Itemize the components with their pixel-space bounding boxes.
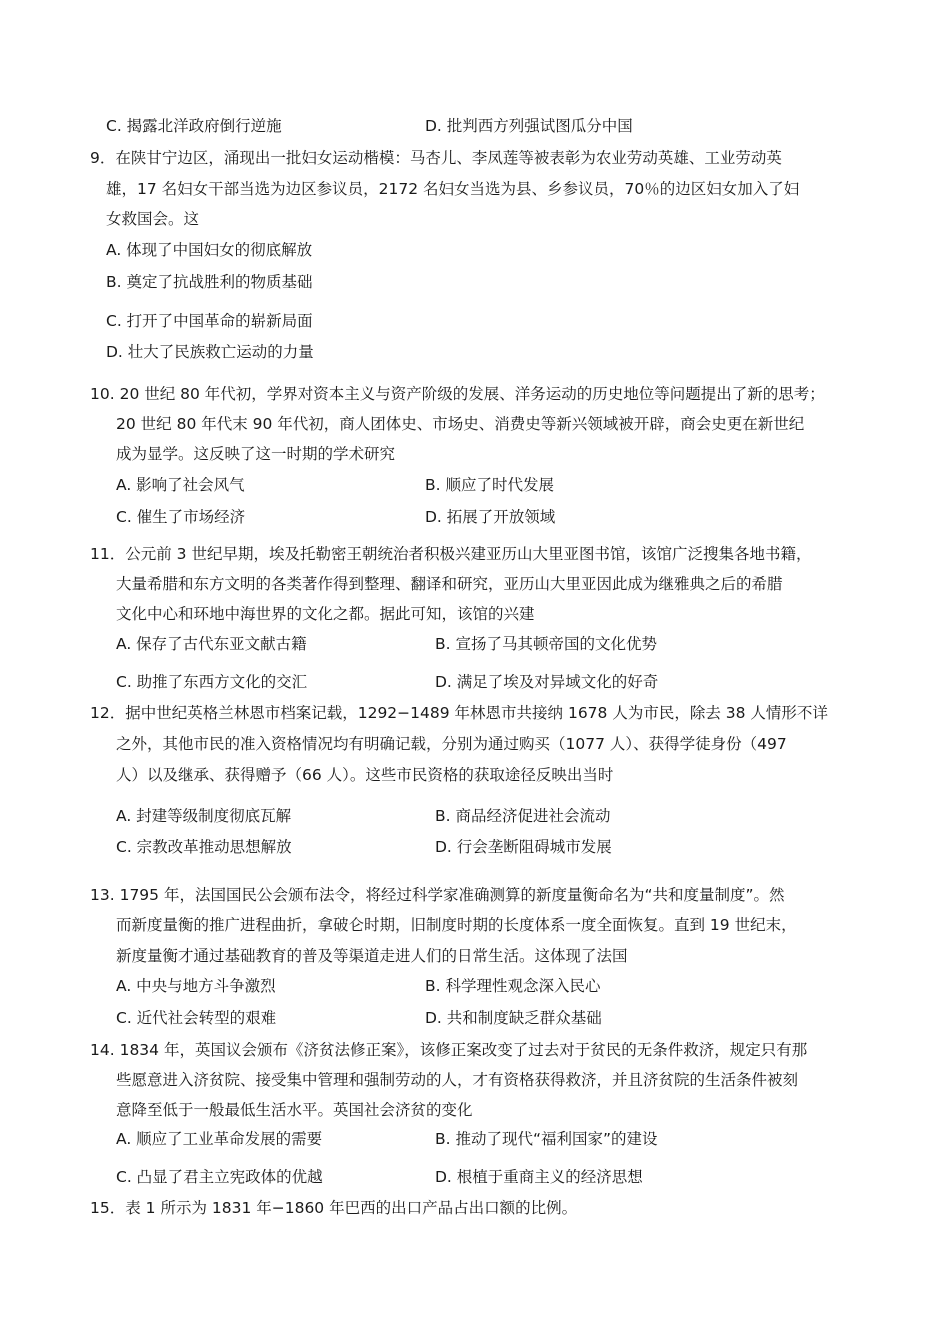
q14-option-d: D. 根植于重商主义的经济思想	[435, 1168, 643, 1186]
q9-stem-line-3: 女救国会。这	[106, 210, 200, 228]
q14-option-b: B. 推动了现代“福利国家”的建设	[435, 1130, 658, 1148]
q13-option-b: B. 科学理性观念深入民心	[425, 977, 601, 995]
q14-option-a: A. 顺应了工业革命发展的需要	[116, 1130, 323, 1148]
q10-option-c: C. 催生了市场经济	[116, 508, 246, 526]
q11-option-b: B. 宣扬了马其顿帝国的文化优势	[435, 635, 657, 653]
q12-stem-line-1: 12．据中世纪英格兰林恩市档案记载，1292−1489 年林恩市共接纳 1678 人为市民，除去 38 人情形不详	[90, 704, 828, 722]
q12-stem-line-2: 之外，其他市民的准入资格情况均有明确记载，分别为通过购买（1077 人）、获得学徒身份（497	[116, 735, 787, 753]
q10-option-d: D. 拓展了开放领域	[425, 508, 556, 526]
q9-option-c: C. 打开了中国革命的崭新局面	[106, 312, 313, 330]
q13-stem-line-2: 而新度量衡的推广进程曲折，拿破仑时期，旧制度时期的长度体系一度全面恢复。直到 19 世纪末，	[116, 916, 797, 934]
q9-option-d: D. 壮大了民族救亡运动的力量	[106, 343, 314, 361]
q11-option-c: C. 助推了东西方文化的交汇	[116, 673, 308, 691]
q9-option-b: B. 奠定了抗战胜利的物质基础	[106, 273, 313, 291]
q12-stem-line-3: 人）以及继承、获得赠予（66 人）。这些市民资格的获取途径反映出当时	[116, 766, 614, 784]
q9-stem-line-2: 雄，17 名妇女干部当选为边区参议员，2172 名妇女当选为县、乡参议员，70％的边区妇女加入了妇	[106, 180, 800, 198]
q13-option-d: D. 共和制度缺乏群众基础	[425, 1009, 602, 1027]
q8-option-d: D. 批判西方列强试图瓜分中国	[425, 117, 633, 135]
q14-stem-line-2: 些愿意进入济贫院、接受集中管理和强制劳动的人，才有资格获得救济，并且济贫院的生活条件被刻	[116, 1071, 799, 1089]
q11-stem-line-1: 11．公元前 3 世纪早期，埃及托勒密王朝统治者积极兴建亚历山大里亚图书馆，该馆广泛搜集各地书籍，	[90, 545, 812, 563]
q11-option-d: D. 满足了埃及对异域文化的好奇	[435, 673, 659, 691]
q11-stem-line-3: 文化中心和环地中海世界的文化之都。据此可知，该馆的兴建	[116, 605, 535, 623]
q10-stem-line-3: 成为显学。这反映了这一时期的学术研究	[116, 445, 396, 463]
q15-stem-line-1: 15．表 1 所示为 1831 年−1860 年巴西的出口产品占出口额的比例。	[90, 1199, 578, 1217]
q14-stem-line-3: 意降至低于一般最低生活水平。英国社会济贫的变化	[116, 1101, 473, 1119]
q9-option-a: A. 体现了中国妇女的彻底解放	[106, 241, 313, 259]
q13-option-c: C. 近代社会转型的艰难	[116, 1009, 277, 1027]
q12-option-b: B. 商品经济促进社会流动	[435, 807, 611, 825]
q9-stem-line-1: 9．在陕甘宁边区，涌现出一批妇女运动楷模：马杏儿、李凤莲等被表彰为农业劳动英雄、工业劳动英	[90, 149, 782, 167]
q10-stem-line-2: 20 世纪 80 年代末 90 年代初，商人团体史、市场史、消费史等新兴领域被开辟，商会史更在新世纪	[116, 415, 805, 433]
q11-option-a: A. 保存了古代东亚文献古籍	[116, 635, 307, 653]
q13-stem-line-1: 13. 1795 年，法国国民公会颁布法令，将经过科学家准确测算的新度量衡命名为“共和度量制度”。然	[90, 886, 785, 904]
q14-stem-line-1: 14. 1834 年，英国议会颁布《济贫法修正案》，该修正案改变了过去对于贫民的无条件救济，规定只有那	[90, 1041, 808, 1059]
q10-option-a: A. 影响了社会风气	[116, 476, 245, 494]
q14-option-c: C. 凸显了君主立宪政体的优越	[116, 1168, 323, 1186]
q8-option-c: C. 揭露北洋政府倒行逆施	[106, 117, 282, 135]
q12-option-c: C. 宗教改革推动思想解放	[116, 838, 292, 856]
q13-option-a: A. 中央与地方斗争激烈	[116, 977, 276, 995]
q13-stem-line-3: 新度量衡才通过基础教育的普及等渠道走进人们的日常生活。这体现了法国	[116, 947, 628, 965]
q12-option-d: D. 行会垄断阻碍城市发展	[435, 838, 612, 856]
q12-option-a: A. 封建等级制度彻底瓦解	[116, 807, 292, 825]
q11-stem-line-2: 大量希腊和东方文明的各类著作得到整理、翻译和研究，亚历山大里亚因此成为继雅典之后的希腊	[116, 575, 783, 593]
q10-option-b: B. 顺应了时代发展	[425, 476, 554, 494]
q10-stem-line-1: 10. 20 世纪 80 年代初，学界对资本主义与资产阶级的发展、洋务运动的历史地位等问题提出了新的思考；	[90, 385, 825, 403]
